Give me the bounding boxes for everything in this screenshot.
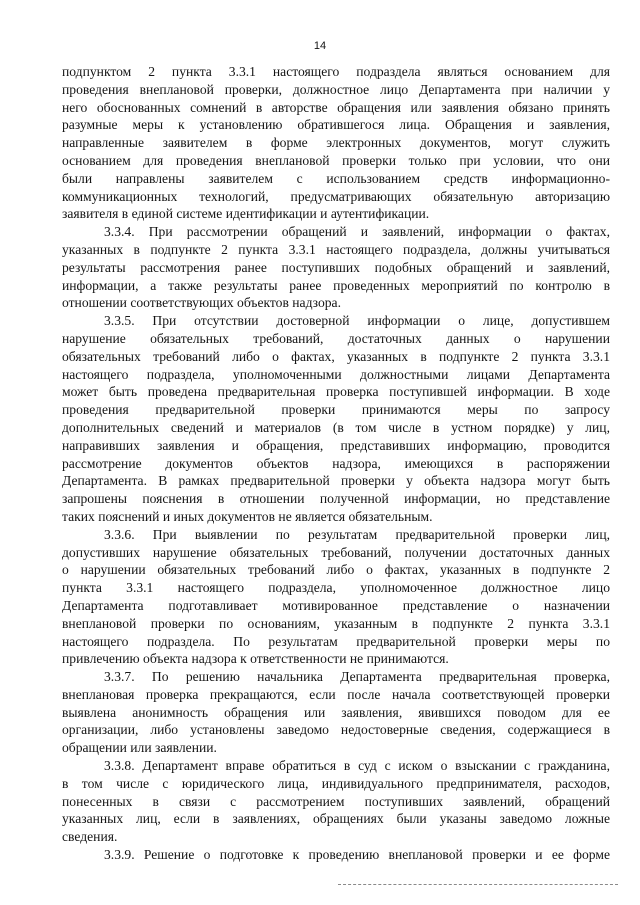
text-line: него обоснованных сомнений в авторстве обращения или заявления обязано принять — [62, 99, 610, 115]
text-line: информации, а также результаты ранее проведенных мероприятий по контролю в — [62, 277, 610, 293]
text-line: может быть проведена предварительная проверка поступившей информации. В ходе — [62, 384, 610, 400]
text-line: таких пояснений и иных документов не является обязательным. — [62, 508, 433, 524]
text-line: Департамента. В рамках предварительной проверки у объекта надзора могут быть — [62, 473, 610, 489]
text-line: направленные заявителем в форме электронных документов, могут служить — [62, 135, 610, 151]
text-line: настоящего подраздела, уполномоченными должностными лицами Департамента — [62, 366, 610, 382]
text-line: 3.3.5. При отсутствии достоверной информации о лице, допустившем — [104, 313, 610, 329]
text-line: указанных в подпункте 2 пункта 3.3.1 настоящего подраздела, должны учитываться — [62, 241, 610, 257]
text-line: заявителя в единой системе идентификации и аутентификации. — [62, 206, 430, 222]
scan-artifact-line — [338, 884, 618, 885]
text-line: привлечению объекта надзора к ответственности не принимаются. — [62, 651, 449, 667]
text-line: проведения предварительной проверки принимаются меры по запросу — [62, 402, 610, 418]
text-line: пункта 3.3.1 настоящего подраздела, уполномоченное должностное лицо — [62, 580, 610, 596]
text-line: обязательных требований либо о фактах, указанных в подпункте 2 пункта 3.3.1 — [62, 348, 610, 364]
text-line: сведения. — [62, 829, 118, 845]
text-line: 3.3.4. При рассмотрении обращений и заявлений, информации о фактах, — [104, 224, 610, 240]
text-line: Департамента подготавливает мотивированное представление о назначении — [62, 597, 610, 613]
text-line: понесенных в связи с рассмотрением поступивших заявлений, обращений — [62, 793, 610, 809]
text-line: о нарушении обязательных требований либо о фактах, указанных в подпункте 2 — [62, 562, 610, 578]
text-line: настоящего подраздела. По результатам предварительной проверки меры по — [62, 633, 610, 649]
text-line: дополнительных сведений и материалов (в том числе в устном порядке) у лиц, — [62, 419, 610, 435]
text-line: разумные меры к установлению обратившегося лица. Обращения и заявления, — [62, 117, 610, 133]
text-line: направивших заявления и обращения, представивших информацию, проводится — [62, 437, 610, 453]
text-line: нарушение обязательных требований, достаточных данных о нарушении — [62, 330, 610, 346]
text-line: внеплановой проверки по основаниям, указанным в подпункте 2 пункта 3.3.1 — [62, 615, 610, 631]
text-line: указанных лиц, если в заявлениях, обращениях были указаны заведомо ложные — [62, 811, 610, 827]
text-line: 3.3.6. При выявлении по результатам предварительной проверки лиц, — [104, 526, 610, 542]
text-line: внеплановая проверка прекращаются, если после начала соответствующей проверки — [62, 686, 610, 702]
text-line: проведения внеплановой проверки, должностное лицо Департамента при наличии у — [62, 81, 610, 97]
text-line: в том числе с юридического лица, индивидуального предпринимателя, расходов, — [62, 775, 610, 791]
text-line: коммуникационных технологий, предусматривающих обязательную авторизацию — [62, 188, 610, 204]
document-body — [62, 63, 610, 864]
text-line: запрошены пояснения в отношении полученной информации, но представление — [62, 491, 610, 507]
text-line: допустивших нарушение обязательных требований, получении достаточных данных — [62, 544, 610, 560]
text-line: отношении соответствующих объектов надзора. — [62, 295, 341, 311]
text-line: 3.3.8. Департамент вправе обратиться в суд с иском о взыскании с гражданина, — [104, 758, 610, 774]
text-line: 3.3.7. По решению начальника Департамента предварительная проверка, — [104, 669, 610, 685]
text-line: подпунктом 2 пункта 3.3.1 настоящего подраздела являться основанием для — [62, 64, 610, 79]
text-line: 3.3.9. Решение о подготовке к проведению внеплановой проверки и ее форме — [104, 847, 610, 863]
page-number: 14 — [313, 40, 327, 52]
text-line: результаты рассмотрения ранее поступивших подобных обращений и заявлений, — [62, 259, 610, 275]
text-line: организации, либо установлены заведомо недостоверные сведения, содержащиеся в — [62, 722, 610, 738]
text-line: рассмотрение документов объектов надзора, имеющихся в распоряжении — [62, 455, 610, 471]
text-line: основанием для проведения внеплановой проверки только при условии, что они — [62, 152, 610, 168]
text-line: выявлена анонимность обращения или заявления, явившихся поводом для ее — [62, 704, 610, 720]
text-line: обращении или заявлении. — [62, 740, 217, 756]
text-line: были направлены заявителем с использованием средств информационно- — [62, 170, 610, 186]
